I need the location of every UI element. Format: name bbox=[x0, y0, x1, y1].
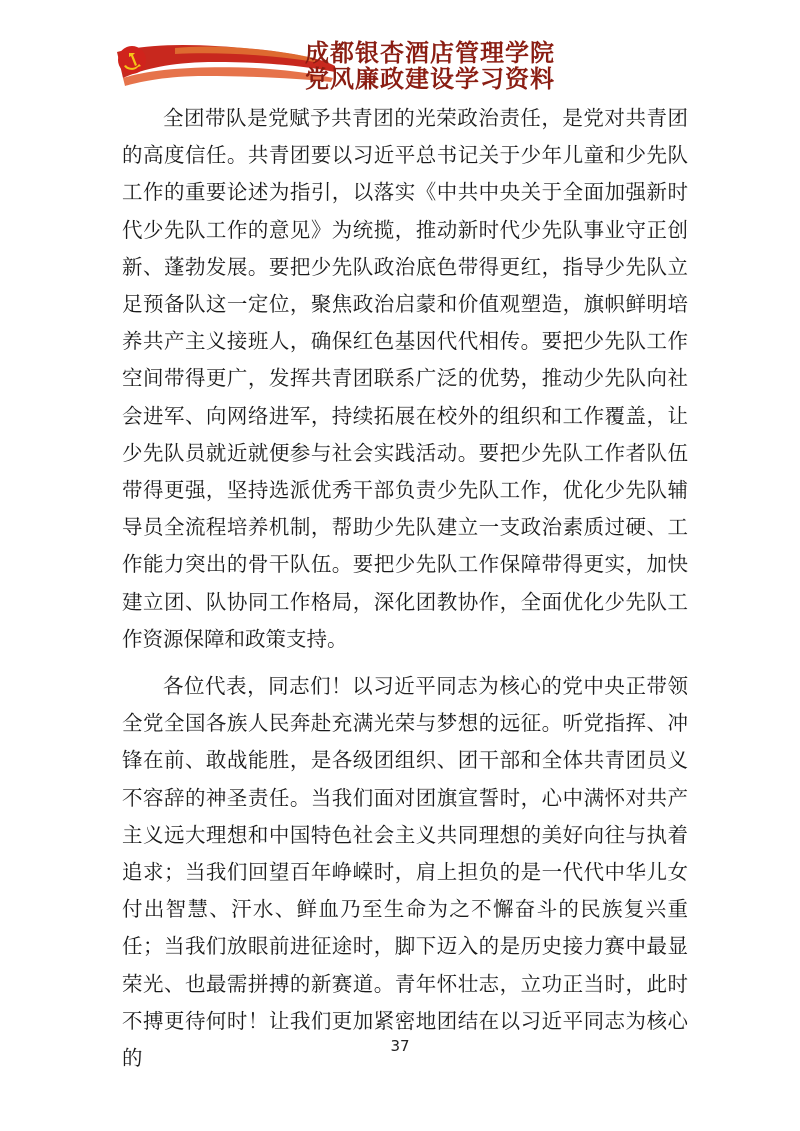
red-flag-banner bbox=[115, 38, 335, 86]
page-header bbox=[0, 0, 800, 100]
party-emblem-icon bbox=[117, 45, 147, 75]
header-title-line-2: 党风廉政建设学习资料 bbox=[305, 65, 555, 93]
document-body bbox=[122, 100, 688, 1077]
body-paragraph: 各位代表，同志们！以习近平同志为核心的党中央正带领全党全国各族人民奔赴充满光荣与梦想的远征。听党指挥、冲锋在前、敢战能胜，是各级团组织、团干部和全体共青团员义不容辞的神圣责任。当我们面对团旗宣誓时，心中满怀对共产主义远大理想和中国特色社会主义共同理想的美好向往与执着追求；当我们回望百年峥嵘时，肩上担负的是一代代中华儿女付出智慧、汗水、鲜血乃至生命为之不懈奋斗的民族复兴重任；当我们放眼前进征途时，脚下迈入的是历史接力赛中最显荣光、也最需拼搏的新赛道。青年怀壮志，立功正当时，此时不搏更待何时！让我们更加紧密地团结在以习近平同志为核心的 bbox=[122, 674, 688, 1071]
header-title-line-1: 成都银杏酒店管理学院 bbox=[305, 39, 555, 67]
body-paragraph: 全团带队是党赋予共青团的光荣政治责任，是党对共青团的高度信任。共青团要以习近平总书记关于少年儿童和少先队工作的重要论述为指引，以落实《中共中央关于全面加强新时代少先队工作的意见》为统揽，推动新时代少先队事业守正创新、蓬勃发展。要把少先队政治底色带得更红，指导少先队立足预备队这一定位，聚焦政治启蒙和价值观塑造，旗帜鲜明培养共产主义接班人，确保红色基因代代相传。要把少先队工作空间带得更广，发挥共青团联系广泛的优势，推动少先队向社会进军、向网络进军，持续拓展在校外的组织和工作覆盖，让少先队员就近就便参与社会实践活动。要把少先队工作者队伍带得更强，坚持选派优秀干部负责少先队工作，优化少先队辅导员全流程培养机制，帮助少先队建立一支政治素质过硬、工作能力突出的骨干队伍。要把少先队工作保障带得更实，加快建立团、队协同工作格局，深化团教协作，全面优化少先队工作资源保障和政策支持。 bbox=[122, 106, 688, 651]
page-number: 37 bbox=[390, 1037, 410, 1055]
